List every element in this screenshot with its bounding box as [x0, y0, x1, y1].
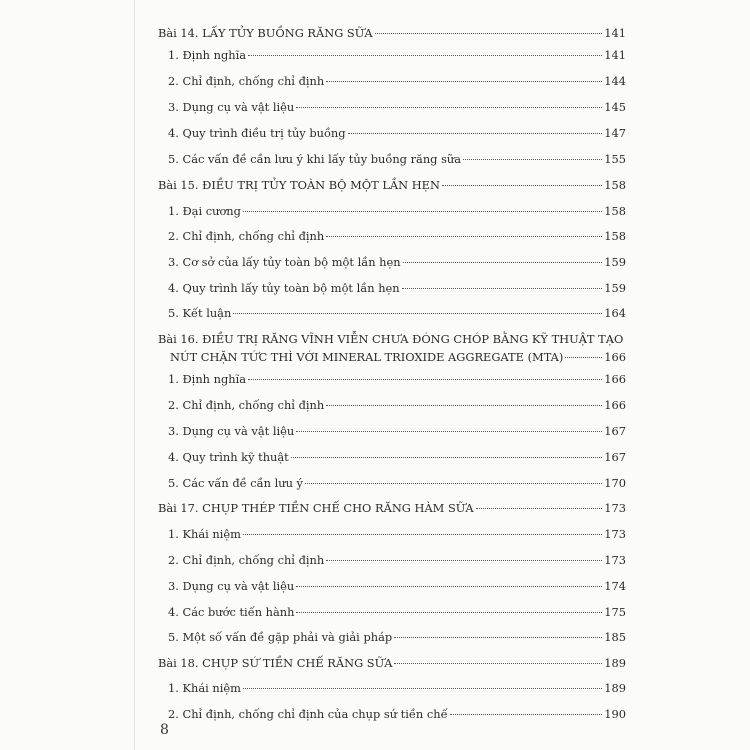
toc-chapter-entry	[158, 178, 626, 192]
toc-entry-title: 1. Khái niệm	[168, 681, 241, 695]
leader-dots	[248, 55, 602, 56]
toc-entry-title: 4. Các bước tiến hành	[168, 605, 295, 619]
toc-chapter-entry-continuation	[158, 350, 626, 364]
toc-entry-page: 185	[604, 630, 626, 644]
toc-entry-title: 2. Chỉ định, chống chỉ định của chụp sứ tiền chế	[168, 707, 448, 721]
toc-entry-title: Bài 15. ĐIỀU TRỊ TỦY TOÀN BỘ MỘT LẦN HẸN	[158, 178, 440, 192]
toc-entry-page: 173	[604, 527, 626, 541]
toc-entry-page: 158	[604, 229, 626, 243]
toc-chapter-entry	[158, 332, 626, 346]
toc-entry-title: Bài 18. CHỤP SỨ TIỀN CHẾ RĂNG SỮA	[158, 656, 393, 670]
toc-section-entry	[158, 630, 626, 644]
toc-section-entry	[158, 424, 626, 438]
toc-section-entry	[158, 527, 626, 541]
toc-entry-title: 3. Dụng cụ và vật liệu	[168, 100, 295, 114]
toc-entry-page: 166	[604, 372, 626, 386]
leader-dots	[403, 262, 603, 263]
toc-entry-title: 1. Khái niệm	[168, 527, 241, 541]
leader-dots	[296, 586, 602, 587]
toc-entry-title: 3. Dụng cụ và vật liệu	[168, 424, 295, 438]
leader-dots	[326, 81, 602, 82]
toc-entry-page: 158	[604, 178, 626, 192]
toc-entry-title-continuation: NÚT CHẶN TỨC THÌ VỚI MINERAL TRIOXIDE AGGREGATE (MTA)	[170, 350, 564, 364]
page-edge	[134, 0, 135, 750]
toc-entry-title: Bài 16. ĐIỀU TRỊ RĂNG VĨNH VIỄN CHƯA ĐÓNG CHÓP BẰNG KỸ THUẬT TẠO	[158, 332, 624, 346]
toc-entry-page: 158	[604, 204, 626, 218]
leader-dots	[326, 236, 602, 237]
toc-entry-title: 1. Đại cương	[168, 204, 241, 218]
toc-entry-page: 190	[604, 707, 626, 721]
toc-section-entry	[158, 48, 626, 62]
leader-dots	[291, 457, 602, 458]
toc-section-entry	[158, 553, 626, 567]
toc-entry-title: 3. Dụng cụ và vật liệu	[168, 579, 295, 593]
leader-dots	[348, 133, 603, 134]
toc-section-entry	[158, 681, 626, 695]
toc-entry-title: 3. Cơ sở của lấy tủy toàn bộ một lần hẹn	[168, 255, 401, 269]
leader-dots	[394, 663, 602, 664]
leader-dots	[476, 508, 603, 509]
leader-dots	[450, 714, 603, 715]
leader-dots	[326, 405, 602, 406]
toc-section-entry	[158, 398, 626, 412]
toc-entry-title: 2. Chỉ định, chống chỉ định	[168, 398, 325, 412]
toc-entry-page: 166	[604, 398, 626, 412]
toc-entry-page: 174	[604, 579, 626, 593]
leader-dots	[463, 159, 602, 160]
toc-entry-page: 155	[604, 152, 626, 166]
leader-dots	[565, 357, 602, 358]
toc-entry-page: 166	[604, 350, 626, 364]
toc-entry-page: 141	[604, 48, 626, 62]
toc-entry-page: 164	[604, 306, 626, 320]
toc-entry-title: Bài 17. CHỤP THÉP TIỀN CHẾ CHO RĂNG HÀM SỮA	[158, 501, 474, 515]
toc-entry-page: 170	[604, 476, 626, 490]
leader-dots	[442, 185, 602, 186]
toc-section-entry	[158, 100, 626, 114]
page-number: 8	[160, 722, 169, 738]
leader-dots	[296, 431, 602, 432]
toc-entry-title: 2. Chỉ định, chống chỉ định	[168, 229, 325, 243]
toc-entry-page: 144	[604, 74, 626, 88]
toc-entry-page: 173	[604, 501, 626, 515]
toc-section-entry	[158, 605, 626, 619]
leader-dots	[248, 379, 602, 380]
leader-dots	[305, 483, 602, 484]
leader-dots	[326, 560, 602, 561]
toc-chapter-entry	[158, 501, 626, 515]
toc-section-entry	[158, 476, 626, 490]
toc-entry-title: Bài 14. LẤY TỦY BUỒNG RĂNG SỮA	[158, 26, 373, 40]
toc-entry-title: 5. Một số vấn đề gặp phải và giải pháp	[168, 630, 393, 644]
toc-entry-page: 173	[604, 553, 626, 567]
toc-section-entry	[158, 281, 626, 295]
toc-entry-title: 5. Kết luận	[168, 306, 232, 320]
leader-dots	[296, 107, 602, 108]
toc-section-entry	[158, 204, 626, 218]
leader-dots	[233, 313, 602, 314]
toc-section-entry	[158, 229, 626, 243]
toc-section-entry	[158, 306, 626, 320]
toc-entry-title: 1. Định nghĩa	[168, 372, 247, 386]
leader-dots	[375, 33, 603, 34]
toc-section-entry	[158, 126, 626, 140]
toc-entry-page: 159	[604, 281, 626, 295]
leader-dots	[243, 211, 602, 212]
toc-chapter-entry	[158, 656, 626, 670]
leader-dots	[402, 288, 603, 289]
toc-section-entry	[158, 255, 626, 269]
toc-chapter-entry	[158, 26, 626, 40]
toc-section-entry	[158, 372, 626, 386]
toc-entry-page: 189	[604, 681, 626, 695]
toc-entry-title: 4. Quy trình kỹ thuật	[168, 450, 289, 464]
toc-entry-page: 167	[604, 450, 626, 464]
toc-entry-page: 189	[604, 656, 626, 670]
toc-entry-title: 2. Chỉ định, chống chỉ định	[168, 553, 325, 567]
toc-entry-page: 159	[604, 255, 626, 269]
toc-entry-page: 147	[604, 126, 626, 140]
leader-dots	[296, 612, 602, 613]
toc-section-entry	[158, 152, 626, 166]
toc-section-entry	[158, 74, 626, 88]
toc-entry-title: 4. Quy trình lấy tủy toàn bộ một lần hẹn	[168, 281, 400, 295]
leader-dots	[394, 637, 602, 638]
toc-entry-page: 175	[604, 605, 626, 619]
toc-entry-title: 1. Định nghĩa	[168, 48, 247, 62]
toc-section-entry	[158, 450, 626, 464]
toc-entry-title: 2. Chỉ định, chống chỉ định	[168, 74, 325, 88]
toc-entry-page: 141	[604, 26, 626, 40]
leader-dots	[243, 534, 602, 535]
toc-entry-page: 145	[604, 100, 626, 114]
toc-entry-title: 5. Các vấn đề cần lưu ý khi lấy tủy buồng răng sữa	[168, 152, 462, 166]
toc-entry-title: 5. Các vấn đề cần lưu ý	[168, 476, 303, 490]
toc-entry-page: 167	[604, 424, 626, 438]
toc-section-entry	[158, 579, 626, 593]
toc-entry-title: 4. Quy trình điều trị tủy buồng	[168, 126, 346, 140]
toc-section-entry	[158, 707, 626, 721]
leader-dots	[243, 688, 602, 689]
